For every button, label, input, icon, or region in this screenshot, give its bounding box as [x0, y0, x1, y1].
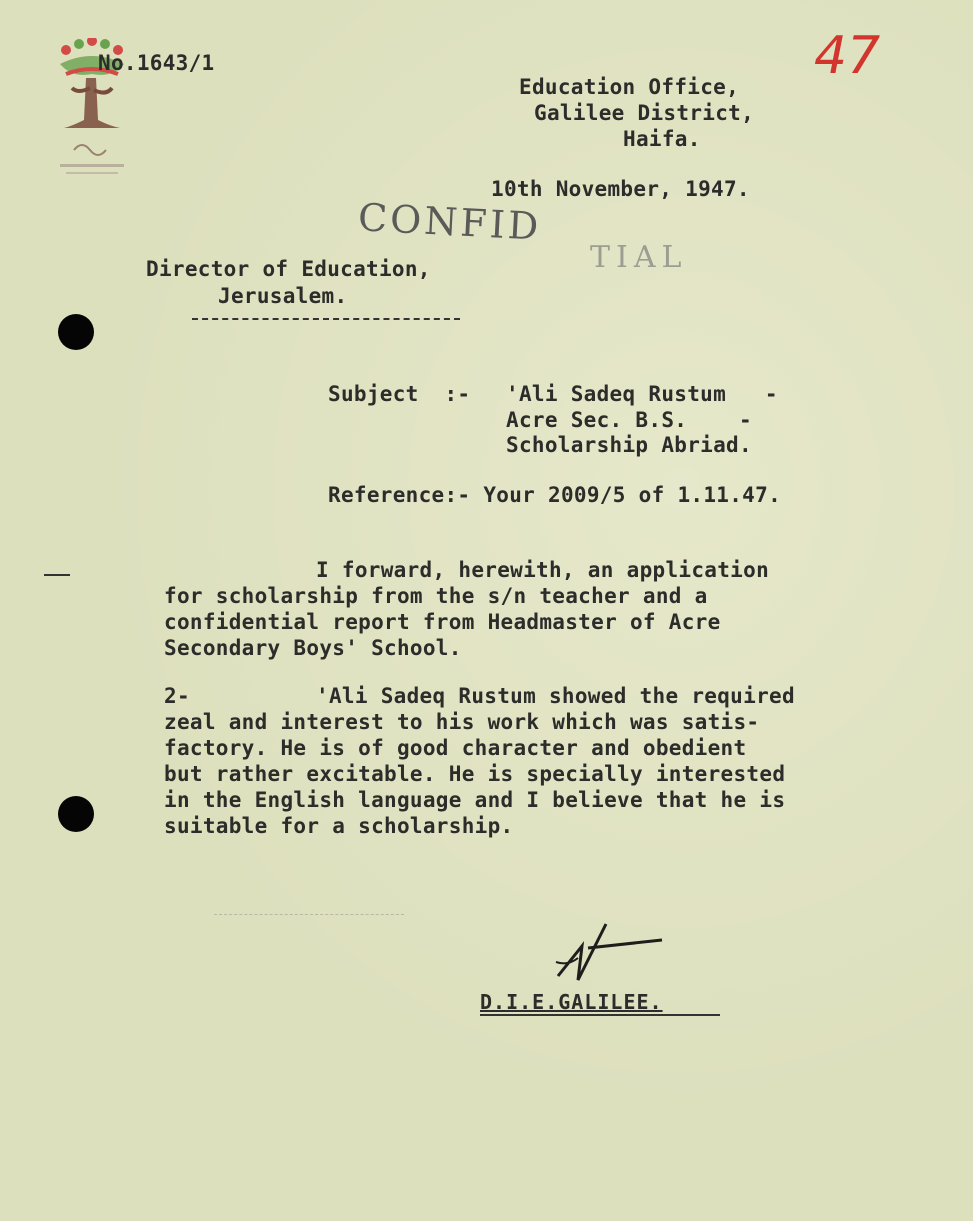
letter-date: 10th November, 1947.: [491, 177, 750, 201]
paragraph-1-line-3: confidential report from Headmaster of Acre: [164, 610, 721, 634]
signatory-title: D.I.E.GALILEE.: [480, 990, 663, 1014]
paragraph-2-line-6: suitable for a scholarship.: [164, 814, 514, 838]
margin-mark: [44, 574, 70, 576]
subject-line-2: Acre Sec. B.S. -: [506, 408, 752, 432]
punch-hole-top: [58, 314, 94, 350]
reference-number: No.1643/1: [98, 51, 215, 75]
paragraph-2-line-5: in the English language and I believe that he is: [164, 788, 786, 812]
subject-line-1: 'Ali Sadeq Rustum -: [506, 382, 778, 406]
bleed-through-line: [214, 914, 404, 915]
signature-underline: [480, 1014, 720, 1016]
addressee-line-1: Director of Education,: [146, 257, 431, 281]
folio-number: 47: [814, 26, 881, 86]
paragraph-2-line-1: 'Ali Sadeq Rustum showed the required: [316, 684, 795, 708]
office-line-1: Education Office,: [519, 75, 740, 99]
paragraph-2-line-2: zeal and interest to his work which was satis-: [164, 710, 760, 734]
confidential-stamp-part1: CONFID: [356, 195, 543, 249]
subject-line-3: Scholarship Abriad.: [506, 433, 752, 457]
subject-label: Subject :-: [328, 382, 471, 406]
signature-scribble-icon: [548, 918, 668, 988]
paragraph-1-line-4: Secondary Boys' School.: [164, 636, 462, 660]
paragraph-2-line-4: but rather excitable. He is specially interested: [164, 762, 786, 786]
addressee-underline: [192, 318, 460, 320]
reference-line: Reference:- Your 2009/5 of 1.11.47.: [328, 483, 782, 507]
addressee-line-2: Jerusalem.: [218, 284, 348, 308]
office-line-2: Galilee District,: [534, 101, 755, 125]
office-line-3: Haifa.: [623, 127, 701, 151]
confidential-stamp-part2: TIAL: [590, 240, 688, 275]
punch-hole-bottom: [58, 796, 94, 832]
paragraph-2-number: 2-: [164, 684, 190, 708]
paragraph-2-line-3: factory. He is of good character and obedient: [164, 736, 747, 760]
paragraph-1-line-2: for scholarship from the s/n teacher and a: [164, 584, 708, 608]
paragraph-1-line-1: I forward, herewith, an application: [316, 558, 770, 582]
